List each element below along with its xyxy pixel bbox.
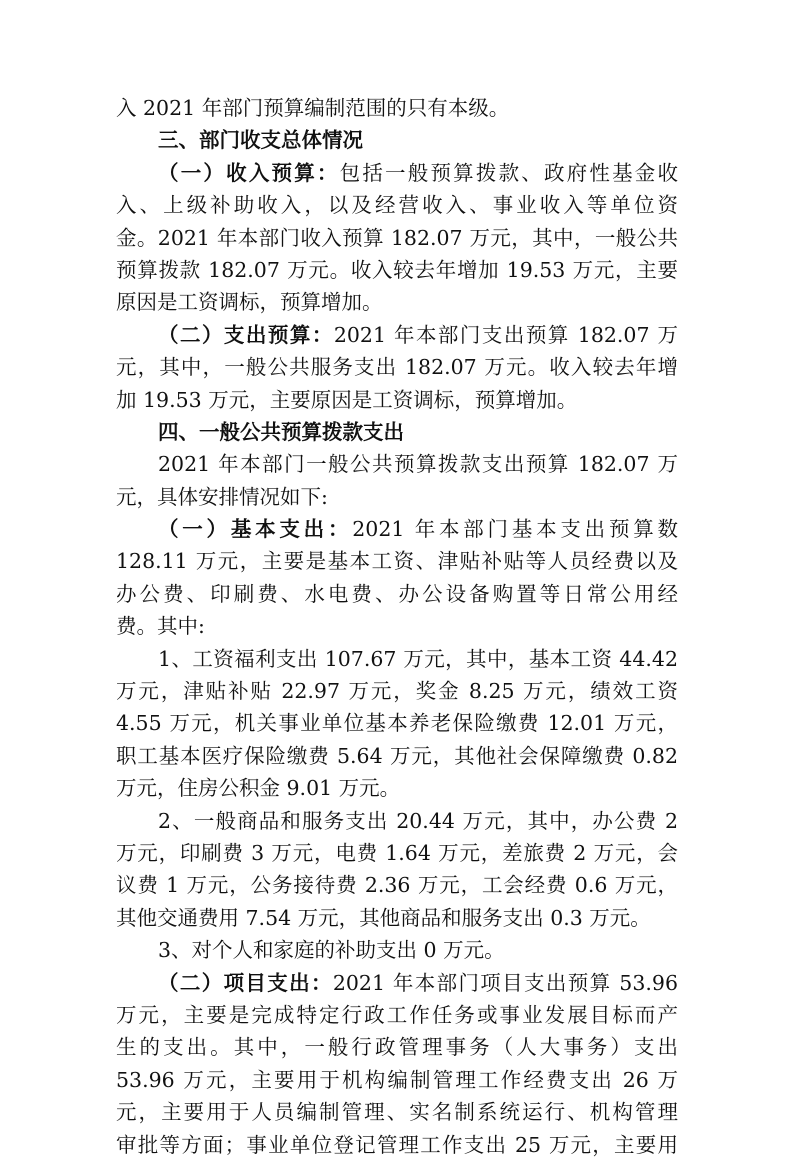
line-text: 三、部门收支总体情况 [158,128,363,153]
paragraph-line [116,967,678,999]
paragraph-line [116,1129,678,1161]
line-text: 元，其中，一般公共服务支出 182.07 万元。收入较去年增 [116,355,678,380]
subsection-label: （一）收入预算： [158,160,340,185]
line-text: 3、对个人和家庭的补助支出 0 万元。 [158,938,505,963]
line-text: 万元，住房公积金 9.01 万元。 [116,776,401,801]
paragraph-line [116,999,678,1031]
paragraph-line [116,934,678,966]
line-text: 金。2021 年本部门收入预算 182.07 万元，其中，一般公共 [116,225,678,250]
line-text: 议费 1 万元，公务接待费 2.36 万元，工会经费 0.6 万元， [116,873,678,898]
line-text: 包括一般预算拨款、政府性基金收 [339,160,679,185]
paragraph-line [116,319,678,351]
subsection-label: （一）基本支出： [158,517,353,542]
line-text: 其他交通费用 7.54 万元，其他商品和服务支出 0.3 万元。 [116,905,651,930]
line-text: 2、一般商品和服务支出 20.44 万元，其中，办公费 2 [158,808,678,833]
paragraph-line [116,740,678,772]
paragraph-line [116,902,678,934]
paragraph-line [116,448,678,480]
paragraph-line [116,545,678,577]
line-text: 1、工资福利支出 107.67 万元，其中，基本工资 44.42 [158,646,678,671]
line-text: 费。其中: [116,614,205,639]
line-text: 128.11 万元，主要是基本工资、津贴补贴等人员经费以及 [116,549,678,574]
paragraph-line [116,286,678,318]
paragraph-line [116,805,678,837]
line-text: 万元，印刷费 3 万元，电费 1.64 万元，差旅费 2 万元，会 [116,840,678,865]
section-heading [116,124,678,156]
paragraph-line [116,610,678,642]
line-text: 4.55 万元，机关事业单位基本养老保险缴费 12.01 万元， [116,711,678,736]
line-text: 办公费、印刷费、水电费、办公设备购置等日常公用经 [116,581,678,606]
line-text: 预算拨款 182.07 万元。收入较去年增加 19.53 万元，主要 [116,257,678,282]
line-text: 入 2021 年部门预算编制范围的只有本级。 [116,96,510,120]
document-page [116,92,678,1161]
line-text: 元，具体安排情况如下: [116,484,328,509]
line-text: 原因是工资调标，预算增加。 [116,290,383,315]
paragraph-line [116,772,678,804]
subsection-label: （二）支出预算： [158,322,334,347]
paragraph-line [116,578,678,610]
line-text: 2021 年本部门一般公共预算拨款支出预算 182.07 万 [158,452,678,477]
line-text: 2021 年本部门基本支出预算数 [352,517,679,542]
line-text: 2021 年本部门支出预算 182.07 万 [333,322,678,347]
paragraph-line [116,157,678,189]
line-text: 职工基本医疗保险缴费 5.64 万元，其他社会保障缴费 0.82 [116,743,678,768]
paragraph-line [116,384,678,416]
paragraph-line [116,254,678,286]
paragraph-line [116,1064,678,1096]
paragraph-line [116,351,678,383]
section-heading [116,416,678,448]
paragraph-line [116,643,678,675]
line-text: 万元，津贴补贴 22.97 万元，奖金 8.25 万元，绩效工资 [116,679,678,704]
paragraph-line [116,189,678,221]
line-text: 2021 年本部门项目支出预算 53.96 [332,970,678,995]
line-text: 元，主要用于人员编制管理、实名制系统运行、机构管理 [116,1100,678,1125]
line-text: 入、上级补助收入，以及经营收入、事业收入等单位资 [116,193,678,218]
line-text: 加 19.53 万元，主要原因是工资调标，预算增加。 [116,387,578,412]
paragraph-line [116,869,678,901]
line-text: 53.96 万元，主要用于机构编制管理工作经费支出 26 万 [116,1067,678,1092]
subsection-label: （二）项目支出： [158,970,333,995]
paragraph-line [116,1096,678,1128]
paragraph-line [116,222,678,254]
paragraph-line [116,837,678,869]
line-text: 审批等方面；事业单位登记管理工作支出 25 万元，主要用 [116,1132,678,1157]
paragraph-line [116,675,678,707]
paragraph-line [116,92,678,124]
paragraph-line [116,1031,678,1063]
paragraph-line [116,481,678,513]
line-text: 四、一般公共预算拨款支出 [158,419,404,444]
line-text: 万元，主要是完成特定行政工作任务或事业发展目标而产 [116,1002,678,1027]
paragraph-line [116,513,678,545]
paragraph-line [116,707,678,739]
line-text: 生的支出。其中，一般行政管理事务（人大事务）支出 [116,1035,678,1060]
